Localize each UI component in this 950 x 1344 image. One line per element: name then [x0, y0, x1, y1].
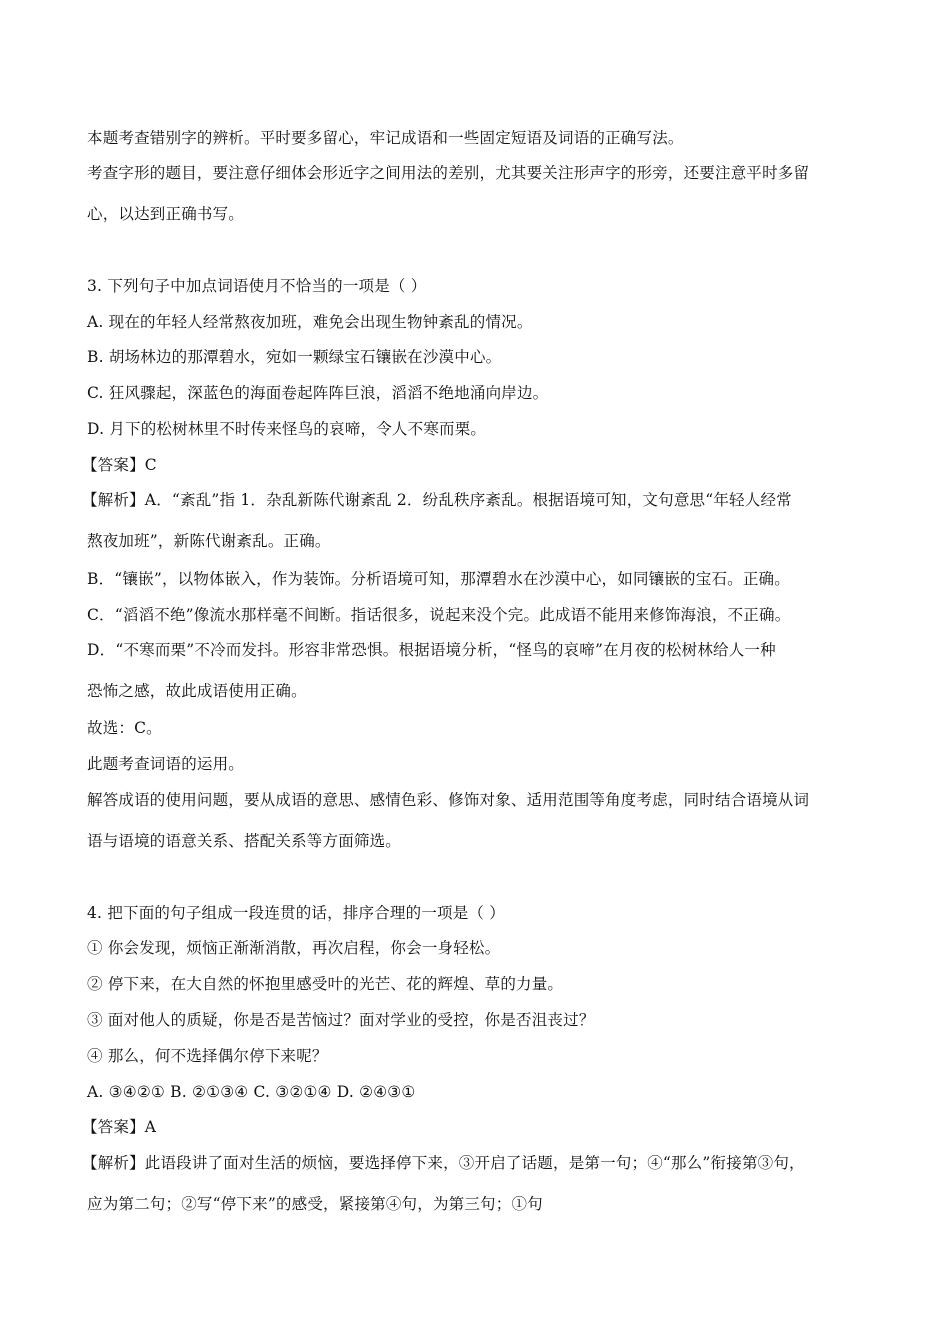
question-4-answer: 【答案】A	[82, 1118, 157, 1136]
question-3-analysis-line-2: 熬夜加班”，新陈代谢紊乱。正确。	[87, 532, 331, 550]
question-4-stem: 4. 把下面的句子组成一段连贯的话，排序合理的一项是（ ）	[87, 904, 505, 922]
question-3-stem: 3. 下列句子中加点词语使月不恰当的一项是（ ）	[87, 277, 427, 295]
question-4-sentence-4: ④ 那么，何不选择偶尔停下来呢？	[87, 1047, 328, 1065]
question-3-analysis-line-4: C．“滔滔不绝”像流水那样毫不间断。指话很多，说起来没个完。此成语不能用来修饰海浪，不正确。	[87, 606, 791, 624]
question-3-option-d: D. 月下的松树林里不时传来怪鸟的哀啼，令人不寒而栗。	[87, 420, 487, 438]
question-3-analysis-line-5: D．“不寒而栗”不冷而发抖。形容非常恐惧。根据语境分析，“怪鸟的哀啼”在月夜的松树林给人一种	[87, 641, 776, 659]
question-4-analysis-line-1: 【解析】此语段讲了面对生活的烦恼，要选择停下来，③开启了话题，是第一句；④“那么”衔接第③句，	[82, 1154, 805, 1172]
intro-line-2: 考查字形的题目，要注意仔细体会形近字之间用法的差别，尤其要关注形声字的形旁，还要注意平时多留	[87, 164, 810, 182]
question-3-option-a: A. 现在的年轻人经常熬夜加班，难免会出现生物钟紊乱的情况。	[87, 313, 533, 331]
question-3-analysis-line-8: 此题考查词语的运用。	[87, 755, 245, 773]
question-3-analysis-line-6: 恐怖之感，故此成语使用正确。	[87, 682, 307, 700]
question-4-sentence-2: ② 停下来，在大自然的怀抱里感受叶的光芒、花的辉煌、草的力量。	[87, 975, 564, 993]
intro-line-1: 本题考查错别字的辨析。平时要多留心，牢记成语和一些固定短语及词语的正确写法。	[87, 129, 684, 147]
question-3-option-b: B. 胡场林边的那潭碧水，宛如一颗绿宝石镶嵌在沙漠中心。	[87, 348, 502, 366]
question-3-answer: 【答案】C	[82, 456, 157, 474]
question-3-analysis-line-10: 语与语境的语意关系、搭配关系等方面筛选。	[87, 832, 402, 850]
question-4-sentence-1: ① 你会发现，烦恼正渐渐消散，再次启程，你会一身轻松。	[87, 939, 501, 957]
question-3-analysis-line-1: 【解析】A．“紊乱”指 1．杂乱新陈代谢紊乱 2．纷乱秩序紊乱。根据语境可知，文句意思“年轻人经常	[82, 491, 792, 509]
question-4-sentence-3: ③ 面对他人的质疑，你是否是苦恼过？面对学业的受控，你是否沮丧过？	[87, 1011, 595, 1029]
question-4-analysis-line-2: 应为第二句；②写“停下来”的感受，紧接第④句，为第三句；①句	[87, 1195, 543, 1213]
question-3-analysis-line-3: B．“镶嵌”，以物体嵌入，作为装饰。分析语境可知，那潭碧水在沙漠中心，如同镶嵌的宝石。正确。	[87, 570, 790, 588]
intro-line-3: 心，以达到正确书写。	[87, 205, 245, 223]
question-3-analysis-line-9: 解答成语的使用问题，要从成语的意思、感情色彩、修饰对象、适用范围等角度考虑，同时结合语境从词	[87, 791, 810, 809]
question-3-option-c: C. 狂风骤起，深蓝色的海面卷起阵阵巨浪，滔滔不绝地涌向岸边。	[87, 384, 549, 402]
question-3-analysis-line-7: 故选：C。	[87, 719, 162, 737]
question-4-options: A. ③④②① B. ②①③④ C. ③②①④ D. ②④③①	[87, 1083, 416, 1101]
